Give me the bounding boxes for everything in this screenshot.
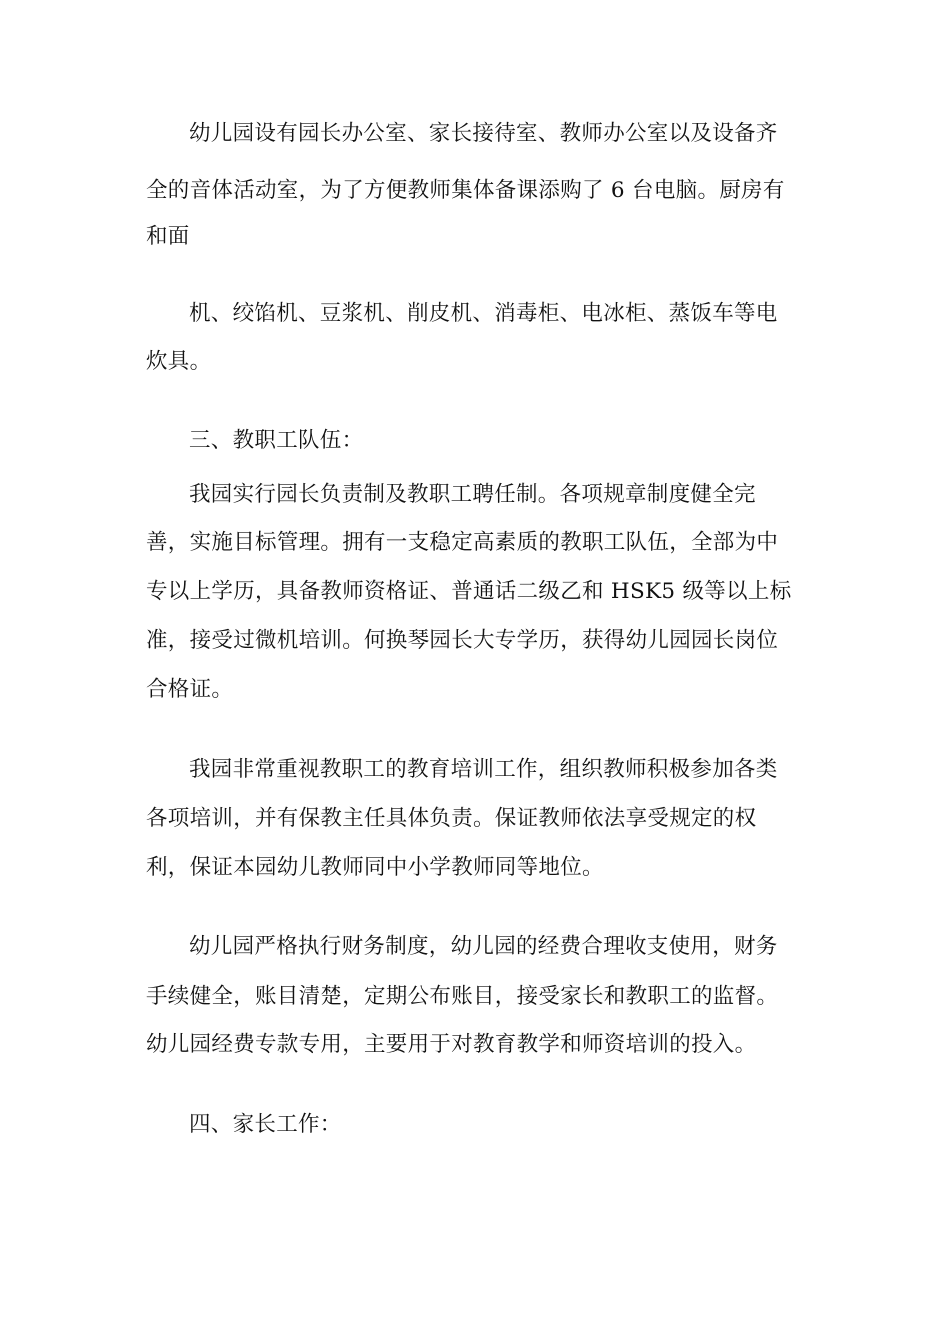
paragraph-line: 专以上学历，具备教师资格证、普通话二级乙和 HSK5 级等以上标 [146, 579, 792, 604]
paragraph-line: 准，接受过微机培训。何换琴园长大专学历，获得幼儿园园长岗位 [146, 628, 779, 653]
paragraph-line: 我园实行园长负责制及教职工聘任制。各项规章制度健全完 [189, 482, 756, 507]
paragraph-line: 幼儿园设有园长办公室、家长接待室、教师办公室以及设备齐 [189, 121, 778, 146]
paragraph-line: 和面 [146, 224, 190, 249]
paragraph-line: 各项培训，并有保教主任具体负责。保证教师依法享受规定的权 [146, 806, 757, 831]
paragraph-line: 利，保证本园幼儿教师同中小学教师同等地位。 [146, 855, 604, 880]
section-heading: 四、家长工作： [189, 1112, 342, 1137]
section-heading: 三、教职工队伍： [189, 428, 364, 453]
paragraph-line: 全的音体活动室，为了方便教师集体备课添购了 6 台电脑。厨房有 [146, 178, 785, 203]
paragraph-line: 手续健全，账目清楚，定期公布账目，接受家长和教职工的监督。 [146, 984, 779, 1009]
paragraph-line: 幼儿园严格执行财务制度，幼儿园的经费合理收支使用，财务 [189, 934, 778, 959]
paragraph-line: 炊具。 [146, 349, 212, 374]
paragraph-line: 我园非常重视教职工的教育培训工作，组织教师积极参加各类 [189, 757, 778, 782]
paragraph-line: 合格证。 [146, 677, 234, 702]
paragraph-line: 善，实施目标管理。拥有一支稳定高素质的教职工队伍，全部为中 [146, 530, 779, 555]
paragraph-line: 机、绞馅机、豆浆机、削皮机、消毒柜、电冰柜、蒸饭车等电 [189, 301, 778, 326]
paragraph-line: 幼儿园经费专款专用，主要用于对教育教学和师资培训的投入。 [146, 1032, 757, 1057]
